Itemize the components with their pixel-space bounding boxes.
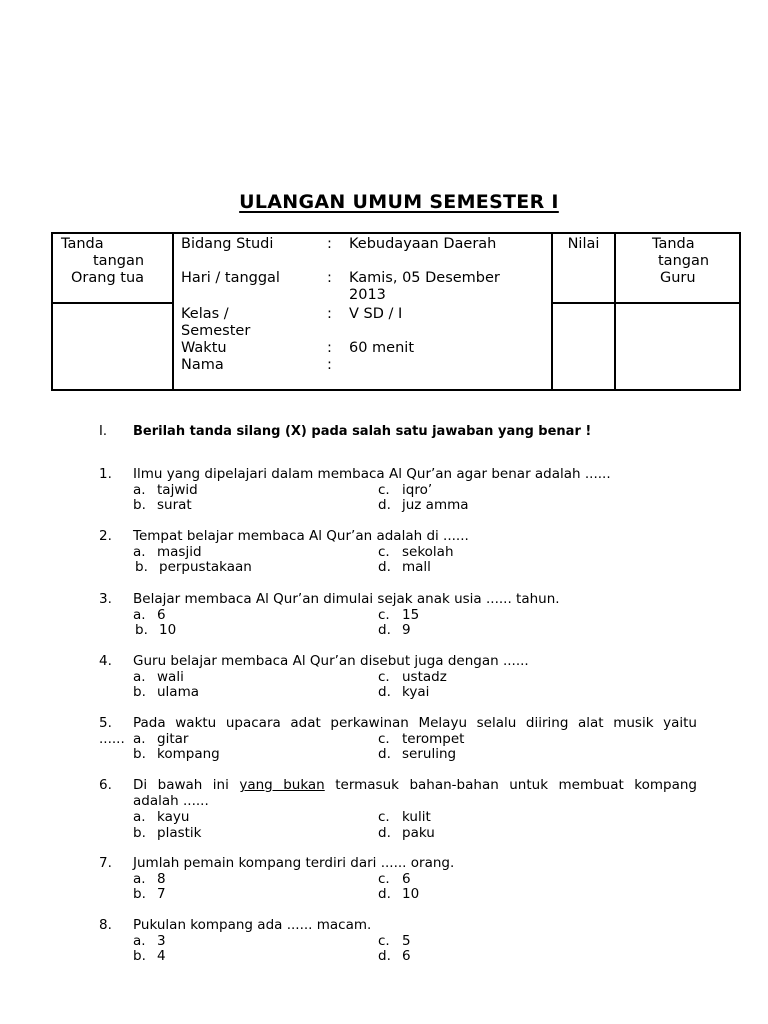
teacher-signature-label-line3: Guru [660, 270, 696, 286]
option-b[interactable]: b. 10 [135, 622, 177, 638]
date-value-line1: Kamis, 05 Desember [349, 270, 500, 286]
option-c[interactable]: c. terompet [378, 731, 465, 747]
option-a[interactable]: a. 8 [133, 871, 166, 887]
question-stem-continuation: ...... [99, 731, 125, 747]
option-c[interactable]: c. iqro’ [378, 482, 433, 498]
section-number: I. [99, 424, 107, 439]
option-a[interactable]: a. kayu [133, 809, 190, 825]
question-stem: Ilmu yang dipelajari dalam membaca Al Qur’an agar benar adalah ...... [133, 466, 611, 482]
option-c[interactable]: c. ustadz [378, 669, 447, 685]
option-b[interactable]: b. 7 [133, 886, 166, 902]
question-stem: Tempat belajar membaca Al Qur’an adalah di ...... [133, 528, 469, 544]
question-stem: Pukulan kompang ada ...... macam. [133, 917, 372, 933]
date-value [349, 270, 559, 304]
question-stem: Jumlah pemain kompang terdiri dari ...... orang. [133, 855, 455, 871]
underlined-phrase: yang bukan [239, 777, 325, 793]
option-d[interactable]: d. juz amma [378, 497, 469, 513]
option-d[interactable]: d. kyai [378, 684, 430, 700]
option-d[interactable]: d. mall [378, 559, 431, 575]
question-number: 6. [99, 777, 112, 793]
option-b[interactable]: b. plastik [133, 825, 202, 841]
parent-signature-label-cell [52, 233, 173, 303]
option-a[interactable]: a. masjid [133, 544, 202, 560]
score-box[interactable] [552, 303, 615, 390]
section-instruction-text: Berilah tanda silang (X) pada salah satu jawaban yang benar ! [133, 424, 592, 439]
time-value: 60 menit [349, 340, 415, 356]
option-d[interactable]: d. paku [378, 825, 435, 841]
class-label-line2: Semester [181, 323, 251, 339]
option-a[interactable]: a. gitar [133, 731, 189, 747]
question-stem: Pada waktu upacara adat perkawinan Melayu selalu diiring alat musik yaitu [133, 715, 697, 731]
question-stem-line2: adalah ...... [133, 793, 209, 809]
question-number: 7. [99, 855, 112, 871]
teacher-signature-label-line2: tangan [658, 253, 710, 269]
option-b[interactable]: b. perpustakaan [135, 559, 252, 575]
teacher-signature-box[interactable] [615, 303, 740, 390]
option-a[interactable]: a. tajwid [133, 482, 198, 498]
subject-value: Kebudayaan Daerah [349, 236, 497, 252]
option-c[interactable]: c. sekolah [378, 544, 454, 560]
class-value: V SD / I [349, 306, 403, 322]
question-number: 3. [99, 591, 112, 607]
date-label: Hari / tanggal [181, 270, 280, 286]
option-b[interactable]: b. 4 [133, 948, 166, 964]
teacher-signature-label-cell [615, 233, 740, 303]
subject-colon: : [327, 236, 332, 252]
parent-signature-label-line3: Orang tua [71, 270, 145, 286]
name-colon: : [327, 357, 332, 373]
teacher-signature-label-line1: Tanda [652, 236, 695, 252]
question-number: 5. [99, 715, 112, 731]
time-label: Waktu [181, 340, 227, 356]
parent-signature-label-line1: Tanda [61, 236, 104, 252]
exam-header-table [51, 232, 741, 391]
option-d[interactable]: d. seruling [378, 746, 457, 762]
option-d[interactable]: d. 10 [378, 886, 420, 902]
class-label-line1: Kelas / [181, 306, 229, 322]
option-c[interactable]: c. kulit [378, 809, 431, 825]
question-number: 2. [99, 528, 112, 544]
option-a[interactable]: a. wali [133, 669, 184, 685]
question-stem: Guru belajar membaca Al Qur’an disebut juga dengan ...... [133, 653, 529, 669]
score-label: Nilai [567, 236, 600, 252]
question-number: 1. [99, 466, 112, 482]
class-label [181, 306, 321, 340]
option-b[interactable]: b. surat [133, 497, 192, 513]
date-value-line2: 2013 [349, 287, 386, 303]
parent-signature-box[interactable] [52, 303, 173, 390]
option-b[interactable]: b. ulama [133, 684, 200, 700]
score-label-cell [552, 233, 615, 303]
option-c[interactable]: c. 5 [378, 933, 411, 949]
option-d[interactable]: d. 9 [378, 622, 411, 638]
option-c[interactable]: c. 6 [378, 871, 411, 887]
class-colon: : [327, 306, 332, 322]
exam-info-cell [173, 233, 552, 390]
date-colon: : [327, 270, 332, 286]
question-number: 8. [99, 917, 112, 933]
question-number: 4. [99, 653, 112, 669]
option-a[interactable]: a. 3 [133, 933, 166, 949]
question-stem: Belajar membaca Al Qur’an dimulai sejak anak usia ...... tahun. [133, 591, 560, 607]
time-colon: : [327, 340, 332, 356]
name-label: Nama [181, 357, 224, 373]
option-c[interactable]: c. 15 [378, 607, 420, 623]
option-d[interactable]: d. 6 [378, 948, 411, 964]
subject-label: Bidang Studi [181, 236, 274, 252]
exam-title: ULANGAN UMUM SEMESTER I [239, 191, 559, 213]
parent-signature-label-line2: tangan [93, 253, 145, 269]
option-a[interactable]: a. 6 [133, 607, 166, 623]
option-b[interactable]: b. kompang [133, 746, 220, 762]
question-stem: Di bawah ini yang bukan termasuk bahan-bahan untuk membuat kompang [133, 777, 697, 793]
